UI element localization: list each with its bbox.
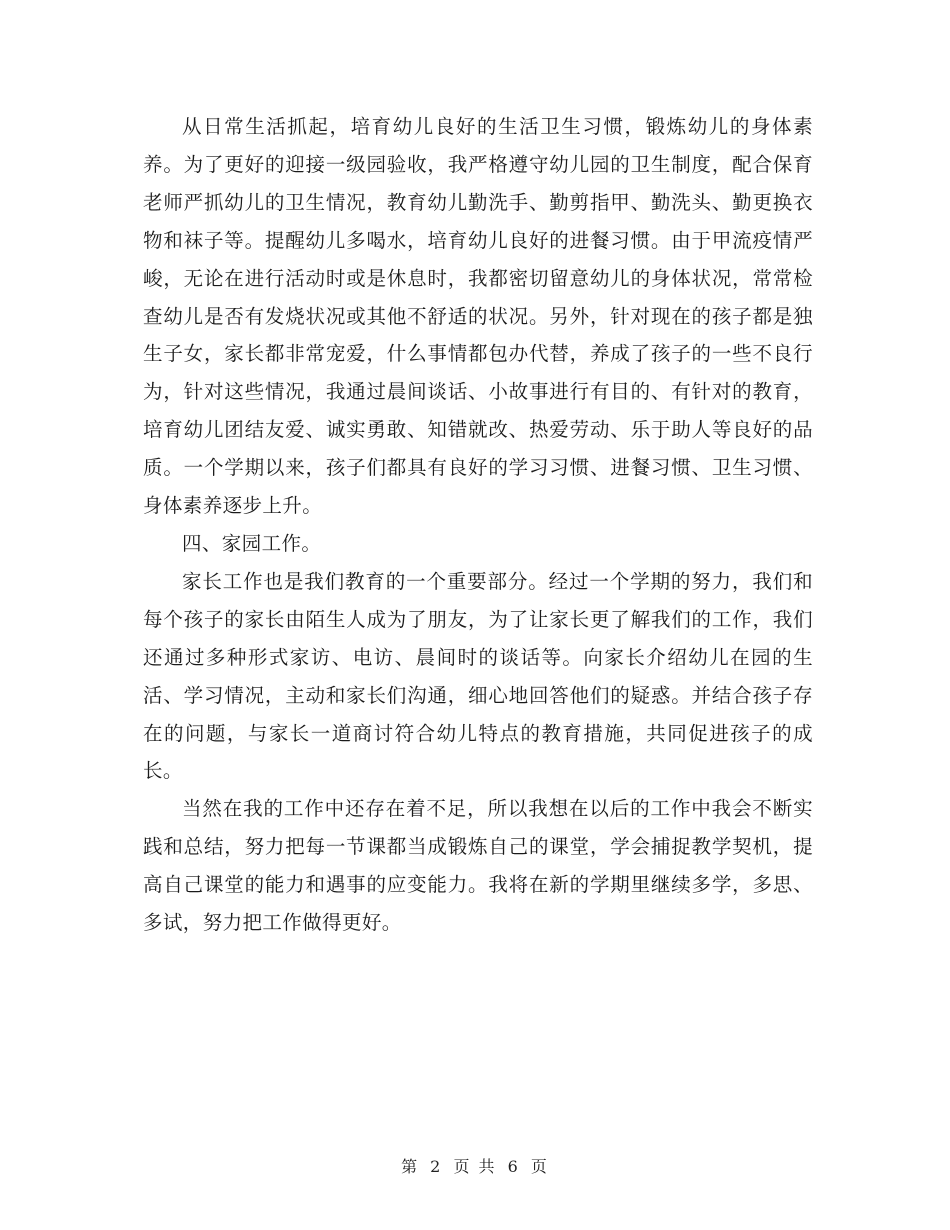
paragraph-hygiene-habits: 从日常生活抓起，培育幼儿良好的生活卫生习惯，锻炼幼儿的身体素养。为了更好的迎接一级园验收，我严格遵守幼儿园的卫生制度，配合保育老师严抓幼儿的卫生情况，教育幼儿勤洗手、勤剪指甲、勤洗头、勤更换衣物和袜子等。提醒幼儿多喝水，培育幼儿良好的进餐习惯。由于甲流疫情严峻，无论在进行活动时或是休息时，我都密切留意幼儿的身体状况，常常检查幼儿是否有发烧状况或其他不舒适的状况。另外，针对现在的孩子都是独生子女，家长都非常宠爱，什么事情都包办代替，养成了孩子的一些不良行为，针对这些情况，我通过晨间谈话、小故事进行有目的、有针对的教育，培育幼儿团结友爱、诚实勇敢、知错就改、热爱劳动、乐于助人等良好的品质。一个学期以来，孩子们都具有良好的学习习惯、进餐习惯、卫生习惯、身体素养逐步上升。	[143, 115, 813, 518]
footer-prefix: 第	[401, 1157, 420, 1176]
footer-total-pages: 6	[507, 1157, 520, 1176]
paragraph-parent-work: 家长工作也是我们教育的一个重要部分。经过一个学期的努力，我们和每个孩子的家长由陌生人成为了朋友，为了让家长更了解我们的工作，我们还通过多种形式家访、电访、晨间时的谈话等。向家长介绍幼儿在园的生活、学习情况，主动和家长们沟通，细心地回答他们的疑惑。并结合孩子存在的问题，与家长一道商讨符合幼儿特点的教育措施，共同促进孩子的成长。	[143, 569, 813, 783]
document-body	[143, 108, 813, 942]
footer-middle: 页 共	[453, 1157, 497, 1176]
page-number-footer	[0, 1154, 950, 1177]
section-heading-home-school-work: 四、家园工作。	[182, 531, 322, 555]
paragraph-conclusion: 当然在我的工作中还存在着不足，所以我想在以后的工作中我会不断实践和总结，努力把每一节课都当成锻炼自己的课堂，学会捕捉教学契机，提高自己课堂的能力和遇事的应变能力。我将在新的学期里继续多学，多思、多试，努力把工作做得更好。	[143, 797, 813, 935]
footer-current-page: 2	[430, 1157, 443, 1176]
footer-suffix: 页	[530, 1157, 549, 1176]
